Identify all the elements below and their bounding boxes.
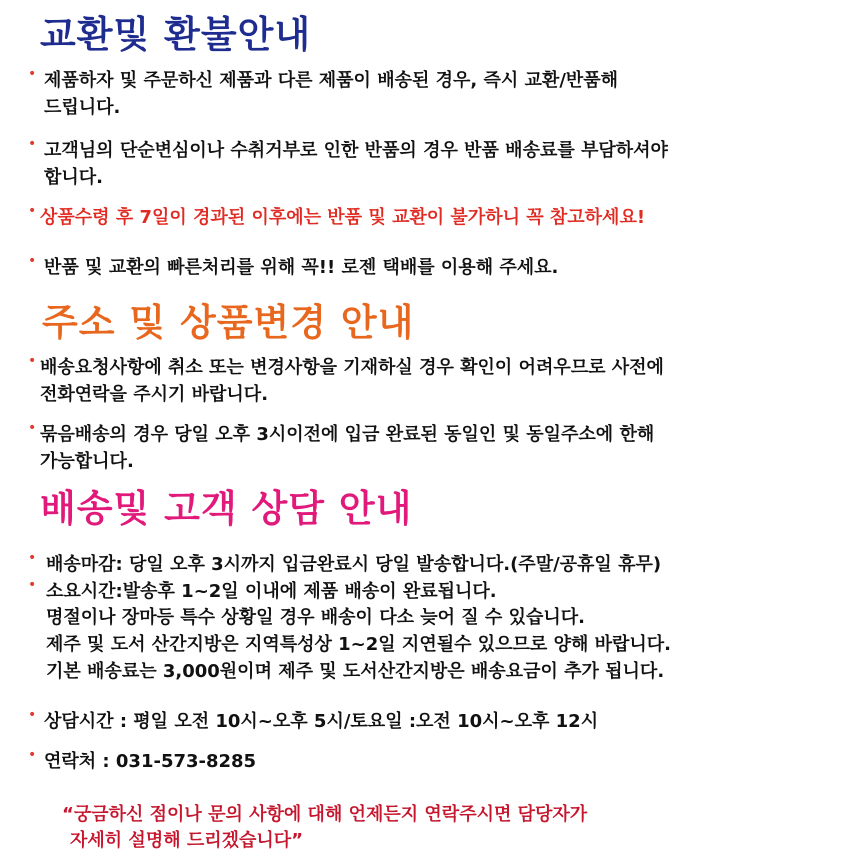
bullet: • [28,420,37,436]
closing-message-line2: 자세히 설명해 드리겠습니다” [70,830,304,851]
refund-item-2-line1: 고객님의 단순변심이나 수취거부로 인한 반품의 경우 반품 배송료를 부담하셔야 [44,140,668,161]
refund-item-4-line1: 반품 및 교환의 빠른처리를 위해 꼭!! 로젠 택배를 이용해 주세요. [44,257,559,278]
change-item-2-line2: 가능합니다. [40,451,134,472]
bullet: • [28,577,37,593]
refund-item-1-line1: 제품하자 및 주문하신 제품과 다른 제품이 배송된 경우, 즉시 교환/반품해 [44,70,619,91]
bullet: • [28,136,37,152]
address-change-title: 주소 및 상품변경 안내 [42,301,415,344]
bullet: • [28,66,37,82]
delivery-item-2-line4: 기본 배송료는 3,000원이며 제주 및 도서산간지방은 배송요금이 추가 됩니다. [46,661,665,682]
bullet: • [28,353,37,369]
refund-item-2-line2: 합니다. [44,167,104,188]
bullet: • [28,707,37,723]
bullet: • [28,550,37,566]
delivery-item-2-line3: 제주 및 도서 산간지방은 지역특성상 1~2일 지연될수 있으므로 양해 바랍니다. [46,634,672,655]
bullet: • [28,747,37,763]
delivery-item-2-line1: 소요시간:발송후 1~2일 이내에 제품 배송이 완료됩니다. [46,581,497,602]
bullet: • [28,253,37,269]
change-item-2-line1: 묶음배송의 경우 당일 오후 3시이전에 입금 완료된 동일인 및 동일주소에 한해 [40,424,655,445]
consult-hours: 상담시간 : 평일 오전 10시~오후 5시/토요일 :오전 10시~오후 12시 [44,711,599,732]
change-item-1-line1: 배송요청사항에 취소 또는 변경사항을 기재하실 경우 확인이 어려우므로 사전에 [40,357,664,378]
contact-phone: 연락처 : 031-573-8285 [44,751,257,772]
delivery-item-2-line2: 명절이나 장마등 특수 상황일 경우 배송이 다소 늦어 질 수 있습니다. [46,607,585,628]
bullet: • [28,203,37,219]
refund-item-1-line2: 드립니다. [44,97,121,118]
refund-item-3-warning: 상품수령 후 7일이 경과된 이후에는 반품 및 교환이 불가하니 꼭 참고하세요! [40,207,646,228]
exchange-refund-title: 교환및 환불안내 [40,13,312,56]
delivery-item-1-line1: 배송마감: 당일 오후 3시까지 입금완료시 당일 발송합니다.(주말/공휴일 휴무) [46,554,662,575]
change-item-1-line2: 전화연락을 주시기 바랍니다. [40,384,269,405]
closing-message-line1: “궁금하신 점이나 문의 사항에 대해 언제든지 연락주시면 담당자가 [62,804,588,825]
delivery-consult-title: 배송및 고객 상담 안내 [40,487,413,530]
